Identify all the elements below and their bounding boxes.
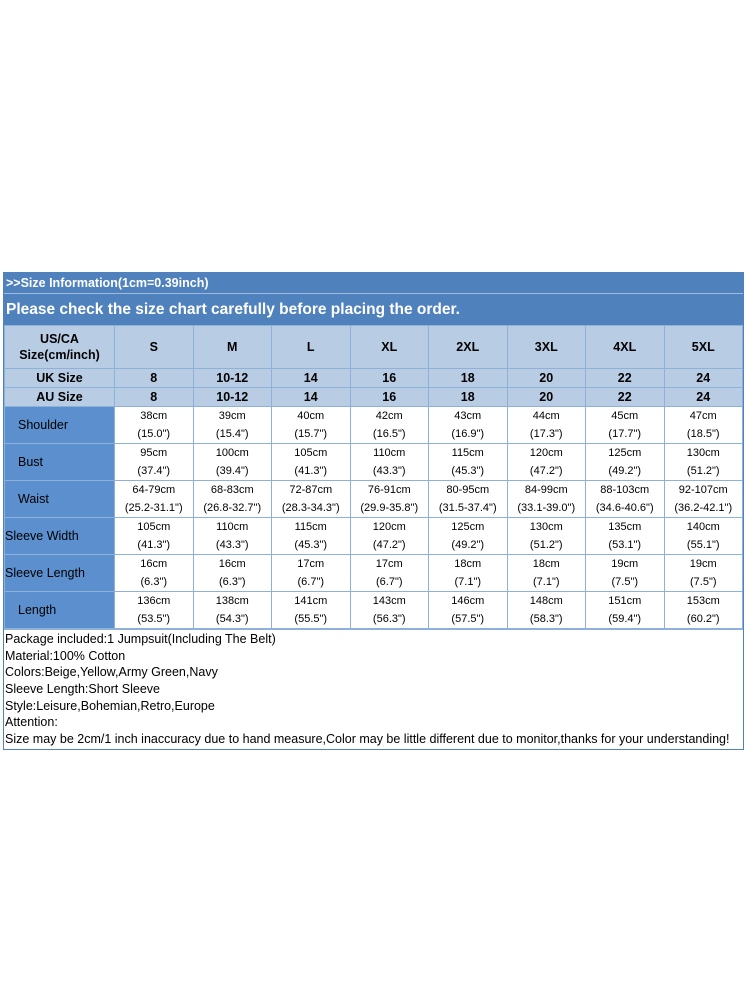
inch-value: (6.3") [218, 576, 246, 588]
measurement-cell [350, 481, 429, 518]
measurement-cell [350, 555, 429, 592]
uk-size-cell: 20 [507, 369, 586, 388]
cm-value: 151cm [608, 595, 642, 607]
measurement-cell [586, 555, 665, 592]
cm-value: 88-103cm [600, 484, 650, 496]
inch-value: (15.7") [294, 428, 328, 440]
uk-size-row [5, 369, 743, 388]
inch-value: (6.3") [140, 576, 168, 588]
cm-value: 16cm [218, 558, 246, 570]
measurement-cell [664, 481, 743, 518]
cm-value: 95cm [140, 447, 168, 459]
cm-value: 110cm [373, 447, 406, 459]
cm-value: 43cm [454, 410, 482, 422]
measurement-row [5, 407, 743, 444]
measurement-cell [193, 518, 272, 555]
measurement-cell [429, 407, 508, 444]
measurement-cell [193, 592, 272, 629]
uk-size-cell: 8 [115, 369, 194, 388]
us-size-label: US/CA Size(cm/inch) [5, 326, 115, 369]
cm-value: 39cm [218, 410, 246, 422]
inch-value: (51.2") [529, 539, 563, 551]
size-check-notice: Please check the size chart carefully before placing the order. [4, 294, 743, 325]
cm-value: 143cm [372, 595, 406, 607]
measurement-label: Shoulder [5, 407, 115, 444]
measurement-cell [350, 518, 429, 555]
inch-value: (17.7") [608, 428, 642, 440]
measurement-cell [664, 555, 743, 592]
measurement-cell [507, 592, 586, 629]
uk-size-cell: 24 [664, 369, 743, 388]
cm-value: 141cm [294, 595, 328, 607]
measurement-cell [664, 444, 743, 481]
measurement-cell [193, 444, 272, 481]
inch-value: (36.2-42.1") [674, 502, 733, 514]
au-size-cell: 18 [429, 388, 508, 407]
cm-value: 125cm [608, 447, 642, 459]
note-line: Size may be 2cm/1 inch inaccuracy due to hand measure,Color may be little different due to monitor,thanks for your understanding! [5, 732, 730, 747]
uk-size-cell: 14 [272, 369, 351, 388]
cm-value: 17cm [375, 558, 403, 570]
measurement-cell [272, 444, 351, 481]
measurement-cell [429, 555, 508, 592]
cm-value: 17cm [297, 558, 325, 570]
inch-value: (45.3") [294, 539, 328, 551]
measurement-cell [664, 592, 743, 629]
inch-value: (7.1") [454, 576, 482, 588]
cm-value: 19cm [611, 558, 639, 570]
inch-value: (60.2") [686, 613, 720, 625]
size-table [4, 325, 743, 629]
cm-value: 138cm [215, 595, 249, 607]
measurement-cell [115, 481, 194, 518]
measurement-cell [115, 592, 194, 629]
measurement-cell [664, 518, 743, 555]
cm-value: 110cm [216, 521, 249, 533]
measurement-row [5, 518, 743, 555]
inch-value: (37.4") [137, 465, 171, 477]
cm-value: 72-87cm [289, 484, 333, 496]
inch-value: (15.4") [215, 428, 249, 440]
us-size-cell: 5XL [664, 326, 743, 369]
cm-value: 120cm [529, 447, 563, 459]
inch-value: (34.6-40.6") [595, 502, 654, 514]
measurement-cell [429, 444, 508, 481]
au-size-label: AU Size [5, 388, 115, 407]
au-size-cell: 24 [664, 388, 743, 407]
inch-value: (43.3") [215, 539, 249, 551]
measurement-cell [193, 555, 272, 592]
cm-value: 18cm [454, 558, 482, 570]
measurement-cell [350, 592, 429, 629]
inch-value: (25.2-31.1") [124, 502, 183, 514]
inch-value: (41.3") [294, 465, 328, 477]
cm-value: 105cm [137, 521, 171, 533]
measurement-label: Length [5, 592, 115, 629]
inch-value: (55.1") [686, 539, 720, 551]
inch-value: (57.5") [451, 613, 485, 625]
cm-value: 68-83cm [210, 484, 254, 496]
cm-value: 64-79cm [132, 484, 176, 496]
note-line: Style:Leisure,Bohemian,Retro,Europe [5, 698, 215, 713]
measurement-cell [429, 518, 508, 555]
note-line: Sleeve Length:Short Sleeve [5, 682, 160, 697]
measurement-cell [586, 518, 665, 555]
cm-value: 148cm [529, 595, 563, 607]
inch-value: (45.3") [451, 465, 485, 477]
measurement-cell [350, 444, 429, 481]
us-size-cell: 3XL [507, 326, 586, 369]
cm-value: 80-95cm [446, 484, 490, 496]
inch-value: (31.5-37.4") [438, 502, 497, 514]
cm-value: 38cm [140, 410, 168, 422]
cm-value: 92-107cm [678, 484, 728, 496]
inch-value: (54.3") [215, 613, 249, 625]
uk-size-cell: 16 [350, 369, 429, 388]
cm-value: 125cm [451, 521, 485, 533]
measurement-row [5, 444, 743, 481]
inch-value: (56.3") [372, 613, 406, 625]
au-size-cell: 16 [350, 388, 429, 407]
measurement-cell [115, 518, 194, 555]
cm-value: 44cm [532, 410, 560, 422]
cm-value: 120cm [372, 521, 406, 533]
cm-value: 153cm [686, 595, 720, 607]
inch-value: (7.1") [532, 576, 560, 588]
note-line: Material:100% Cotton [5, 648, 126, 663]
us-size-cell: XL [350, 326, 429, 369]
measurement-label: Sleeve Width [5, 518, 115, 555]
measurement-cell [350, 407, 429, 444]
size-info-banner: >>Size Information(1cm=0.39inch) [4, 273, 743, 294]
measurement-label: Bust [5, 444, 115, 481]
uk-size-cell: 18 [429, 369, 508, 388]
note-line: Package included:1 Jumpsuit(Including The Belt) [5, 632, 276, 646]
cm-value: 146cm [451, 595, 485, 607]
measurement-cell [272, 481, 351, 518]
measurement-cell [272, 518, 351, 555]
measurement-cell [272, 555, 351, 592]
product-notes [4, 629, 743, 749]
measurement-cell [586, 407, 665, 444]
inch-value: (15.0") [137, 428, 171, 440]
us-size-cell: L [272, 326, 351, 369]
inch-value: (26.8-32.7") [203, 502, 262, 514]
cm-value: 16cm [140, 558, 168, 570]
measurement-cell [115, 444, 194, 481]
note-line: Colors:Beige,Yellow,Army Green,Navy [5, 665, 218, 680]
cm-value: 19cm [689, 558, 717, 570]
measurement-cell [507, 555, 586, 592]
measurement-cell [586, 444, 665, 481]
au-size-cell: 14 [272, 388, 351, 407]
inch-value: (58.3") [529, 613, 563, 625]
measurement-cell [272, 407, 351, 444]
measurement-cell [115, 407, 194, 444]
measurement-row [5, 555, 743, 592]
inch-value: (7.5") [689, 576, 717, 588]
inch-value: (7.5") [611, 576, 639, 588]
cm-value: 136cm [137, 595, 171, 607]
cm-value: 18cm [532, 558, 560, 570]
measurement-label: Waist [5, 481, 115, 518]
measurement-cell [507, 481, 586, 518]
inch-value: (6.7") [297, 576, 325, 588]
measurement-cell [586, 592, 665, 629]
inch-value: (39.4") [215, 465, 249, 477]
measurement-label: Sleeve Length [5, 555, 115, 592]
au-size-row [5, 388, 743, 407]
cm-value: 140cm [686, 521, 720, 533]
uk-size-cell: 10-12 [193, 369, 272, 388]
measurement-row [5, 481, 743, 518]
measurement-cell [507, 518, 586, 555]
inch-value: (49.2") [451, 539, 485, 551]
inch-value: (43.3") [372, 465, 406, 477]
inch-value: (29.9-35.8") [360, 502, 419, 514]
size-chart [3, 272, 744, 750]
cm-value: 100cm [215, 447, 249, 459]
inch-value: (16.9") [451, 428, 485, 440]
measurement-cell [272, 592, 351, 629]
us-size-cell: 4XL [586, 326, 665, 369]
inch-value: (6.7") [375, 576, 403, 588]
measurement-cell [586, 481, 665, 518]
measurement-cell [193, 407, 272, 444]
us-size-cell: S [115, 326, 194, 369]
au-size-cell: 20 [507, 388, 586, 407]
cm-value: 130cm [529, 521, 563, 533]
measurement-cell [507, 444, 586, 481]
inch-value: (16.5") [372, 428, 406, 440]
inch-value: (49.2") [608, 465, 642, 477]
inch-value: (18.5") [686, 428, 720, 440]
cm-value: 130cm [686, 447, 720, 459]
measurement-cell [664, 407, 743, 444]
cm-value: 45cm [611, 410, 639, 422]
cm-value: 42cm [375, 410, 403, 422]
uk-size-label: UK Size [5, 369, 115, 388]
inch-value: (17.3") [529, 428, 563, 440]
inch-value: (59.4") [608, 613, 642, 625]
inch-value: (41.3") [137, 539, 171, 551]
cm-value: 135cm [608, 521, 642, 533]
uk-size-cell: 22 [586, 369, 665, 388]
measurement-row [5, 592, 743, 629]
cm-value: 76-91cm [367, 484, 411, 496]
cm-value: 47cm [689, 410, 717, 422]
measurement-cell [429, 481, 508, 518]
inch-value: (47.2") [372, 539, 406, 551]
us-size-cell: 2XL [429, 326, 508, 369]
inch-value: (33.1-39.0") [517, 502, 576, 514]
cm-value: 105cm [294, 447, 328, 459]
inch-value: (55.5") [294, 613, 328, 625]
measurement-cell [193, 481, 272, 518]
cm-value: 84-99cm [524, 484, 568, 496]
cm-value: 115cm [294, 521, 327, 533]
au-size-cell: 10-12 [193, 388, 272, 407]
cm-value: 115cm [451, 447, 484, 459]
measurement-cell [115, 555, 194, 592]
au-size-cell: 8 [115, 388, 194, 407]
note-line: Attention: [5, 715, 58, 730]
us-size-cell: M [193, 326, 272, 369]
measurement-cell [507, 407, 586, 444]
measurement-cell [429, 592, 508, 629]
inch-value: (47.2") [529, 465, 563, 477]
au-size-cell: 22 [586, 388, 665, 407]
inch-value: (53.1") [608, 539, 642, 551]
us-size-row [5, 326, 743, 369]
inch-value: (28.3-34.3") [281, 502, 340, 514]
cm-value: 40cm [297, 410, 325, 422]
inch-value: (53.5") [137, 613, 171, 625]
inch-value: (51.2") [686, 465, 720, 477]
